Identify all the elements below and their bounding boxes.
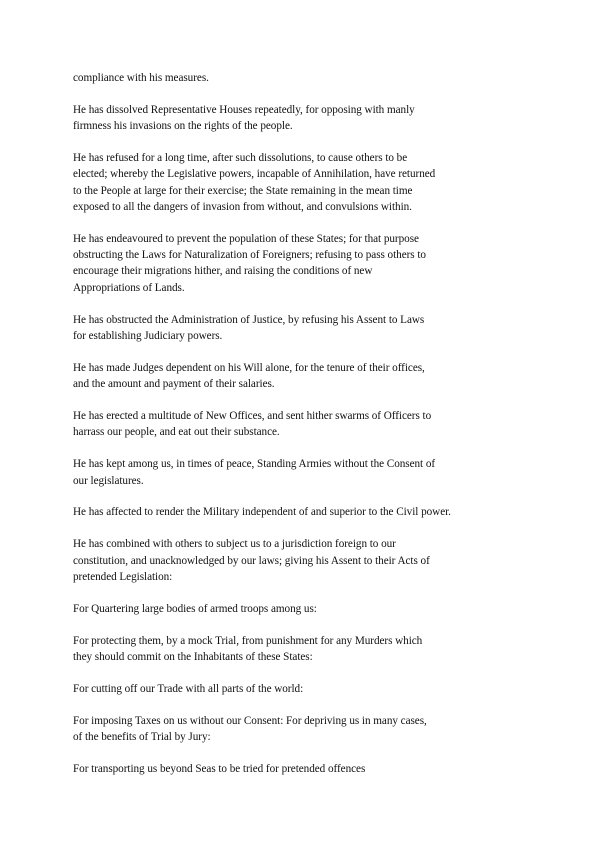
- text-line: pretended Legislation:: [73, 570, 173, 583]
- text-line: He has erected a multitude of New Offices, and sent hither swarms of Officers to: [73, 410, 432, 423]
- text-line: Appropriations of Lands.: [73, 281, 185, 294]
- text-line: our legislatures.: [73, 474, 144, 487]
- text-line: to the People at large for their exercise; the State remaining in the mean time: [73, 184, 413, 197]
- text-line: elected; whereby the Legislative powers, incapable of Annihilation, have returned: [73, 168, 436, 181]
- text-line: firmness his invasions on the rights of the people.: [73, 120, 293, 133]
- text-line: He has obstructed the Administration of Justice, by refusing his Assent to Laws: [73, 313, 425, 326]
- paragraph: [73, 456, 493, 489]
- text-line: He has kept among us, in times of peace, Standing Armies without the Consent of: [73, 458, 436, 471]
- paragraph: [73, 150, 493, 215]
- paragraph: [73, 231, 493, 296]
- text-line: He has combined with others to subject us to a jurisdiction foreign to our: [73, 538, 396, 551]
- text-line: for establishing Judiciary powers.: [73, 329, 223, 342]
- text-line: He has refused for a long time, after such dissolutions, to cause others to be: [73, 152, 408, 165]
- paragraph: [73, 633, 493, 666]
- document-body: [73, 70, 493, 793]
- paragraph: [73, 70, 493, 86]
- text-line: compliance with his measures.: [73, 72, 209, 84]
- paragraph: [73, 681, 493, 697]
- paragraph: [73, 504, 493, 520]
- paragraph: [73, 408, 493, 441]
- text-line: harrass our people, and eat out their substance.: [73, 426, 280, 439]
- text-line: He has endeavoured to prevent the population of these States; for that purpose: [73, 232, 419, 245]
- paragraph: [73, 312, 493, 345]
- text-line: He has dissolved Representative Houses repeatedly, for opposing with manly: [73, 103, 415, 116]
- paragraph: [73, 713, 493, 746]
- text-line: exposed to all the dangers of invasion from without, and convulsions within.: [73, 200, 412, 213]
- text-line: He has affected to render the Military independent of and superior to the Civil power.: [73, 506, 451, 519]
- paragraph: [73, 360, 493, 393]
- paragraph: [73, 601, 493, 617]
- paragraph: [73, 102, 493, 135]
- text-line: He has made Judges dependent on his Will alone, for the tenure of their offices,: [73, 361, 425, 374]
- text-line: For protecting them, by a mock Trial, from punishment for any Murders which: [73, 634, 423, 647]
- text-line: they should commit on the Inhabitants of these States:: [73, 650, 313, 663]
- text-line: For cutting off our Trade with all parts of the world:: [73, 682, 304, 695]
- text-line: obstructing the Laws for Naturalization of Foreigners; refusing to pass others to: [73, 249, 426, 262]
- text-line: encourage their migrations hither, and raising the conditions of new: [73, 265, 373, 278]
- text-line: and the amount and payment of their salaries.: [73, 378, 275, 391]
- text-line: For Quartering large bodies of armed troops among us:: [73, 602, 317, 615]
- text-line: For transporting us beyond Seas to be tried for pretended offences: [73, 762, 366, 775]
- text-line: For imposing Taxes on us without our Consent: For depriving us in many cases,: [73, 714, 427, 727]
- text-line: constitution, and unacknowledged by our laws; giving his Assent to their Acts of: [73, 554, 430, 567]
- text-line: of the benefits of Trial by Jury:: [73, 731, 211, 744]
- paragraph: [73, 761, 493, 777]
- paragraph: [73, 536, 493, 585]
